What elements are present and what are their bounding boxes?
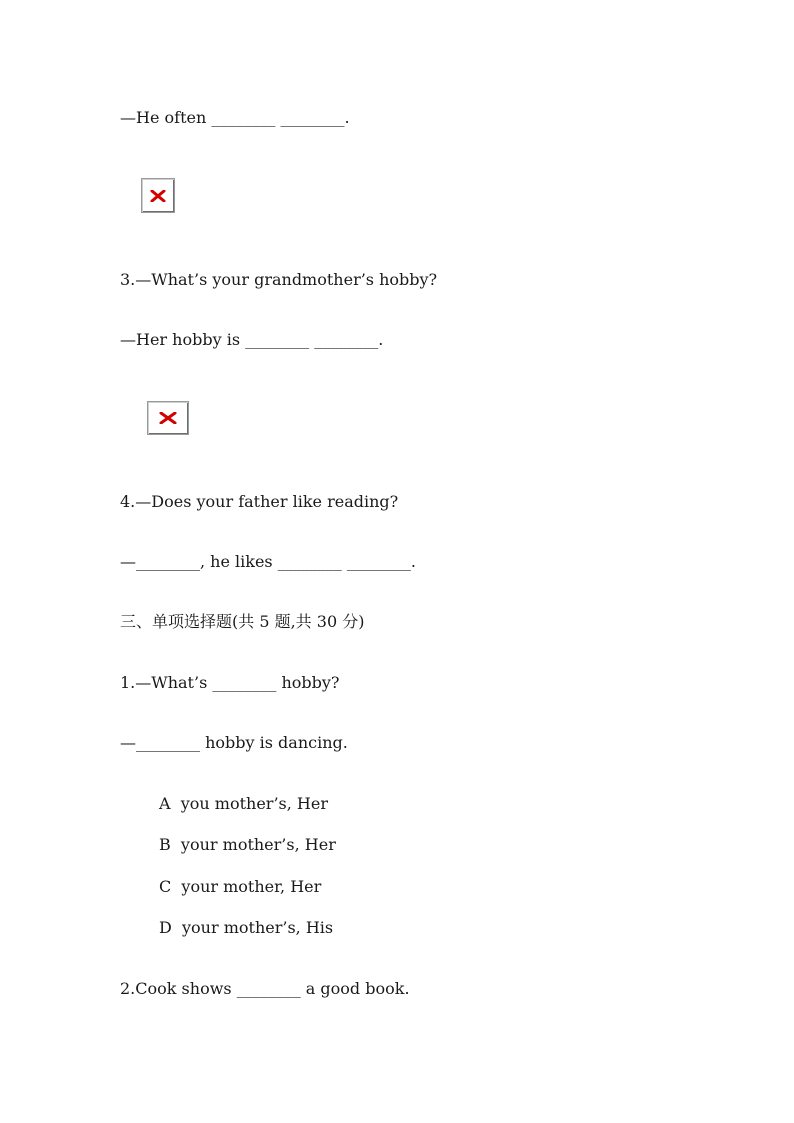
answer-line-q2: —He often ________ ________.: [120, 108, 350, 127]
answer-line-q3: —Her hobby is ________ ________.: [120, 330, 384, 349]
option-c: C your mother, Her: [159, 877, 322, 896]
mc-question-1-response: —________ hobby is dancing.: [120, 733, 348, 752]
broken-image-icon: [159, 412, 177, 424]
mc-question-2: 2.Cook shows ________ a good book.: [120, 979, 410, 998]
option-a: A you mother’s, Her: [159, 794, 328, 813]
broken-image-placeholder-2: [147, 401, 189, 435]
section-heading: 三、单项选择题(共 5 题,共 30 分): [120, 612, 365, 631]
broken-image-icon: [150, 190, 166, 202]
answer-line-q4: —________, he likes ________ ________.: [120, 552, 416, 571]
option-d: D your mother’s, His: [159, 918, 334, 937]
broken-image-placeholder-1: [141, 178, 175, 213]
question-3: 3.—What’s your grandmother’s hobby?: [120, 270, 438, 289]
mc-question-1: 1.—What’s ________ hobby?: [120, 673, 340, 692]
question-4: 4.—Does your father like reading?: [120, 492, 399, 511]
option-b: B your mother’s, Her: [159, 835, 336, 854]
